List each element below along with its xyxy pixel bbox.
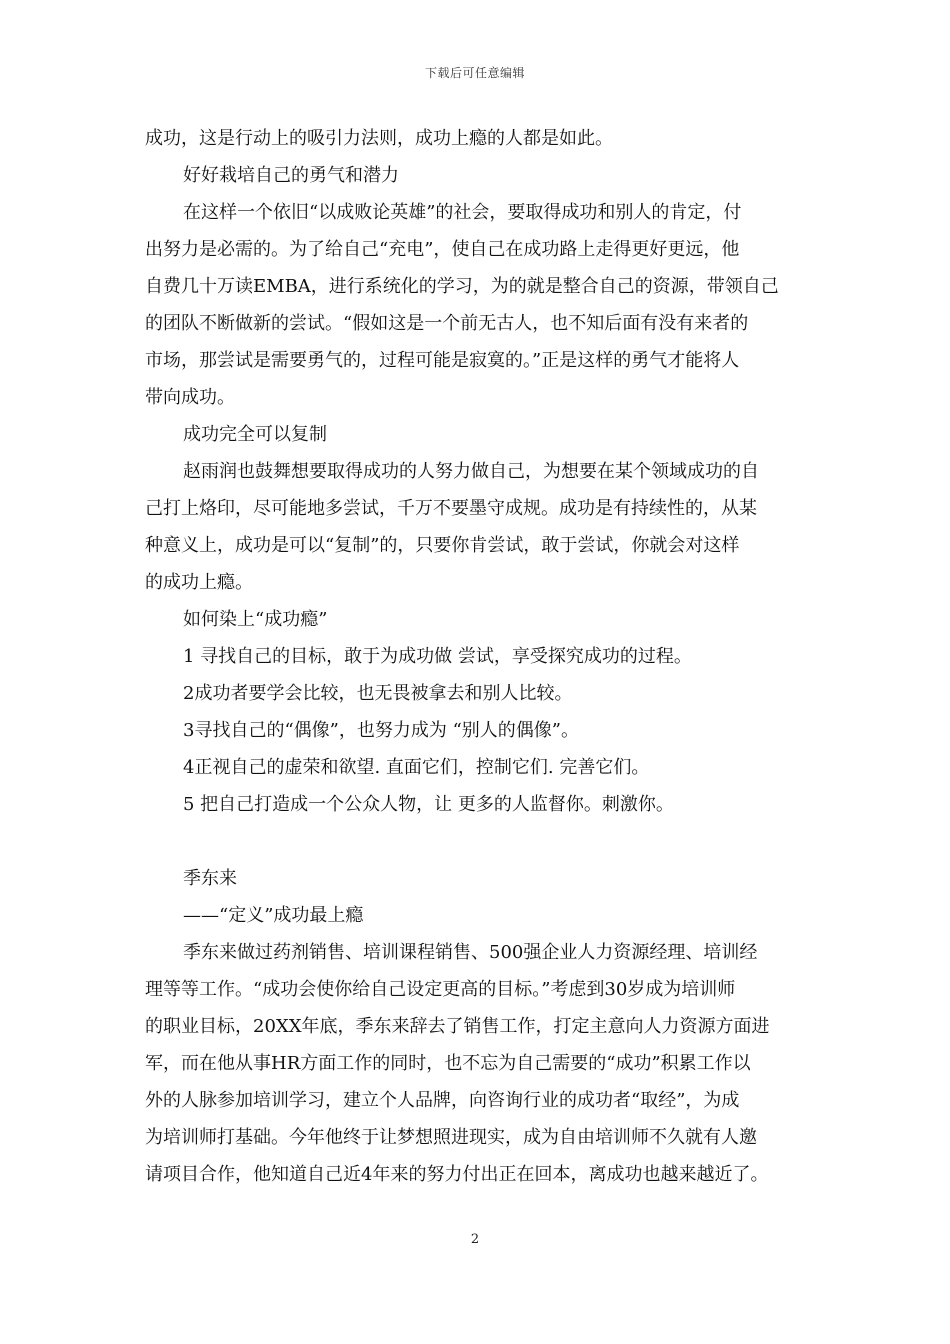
paragraph-line: 季东来做过药剂销售、培训课程销售、500强企业人力资源经理、培训经 <box>183 942 758 963</box>
page-header: 下载后可任意编辑 <box>424 66 525 80</box>
paragraph-line: 在这样一个依旧“以成败论英雄”的社会，要取得成功和别人的肯定，付 <box>183 202 742 223</box>
paragraph-line: 成功，这是行动上的吸引力法则，成功上瘾的人都是如此。 <box>145 128 613 149</box>
list-item: 1 寻找自己的目标，敢于为成功做 尝试，享受探究成功的过程。 <box>183 646 692 667</box>
paragraph-line: 带向成功。 <box>145 387 235 408</box>
paragraph-line: 的职业目标，20XX年底，季东来辞去了销售工作，打定主意向人力资源方面进 <box>145 1016 770 1037</box>
paragraph-line: 请项目合作，他知道自己近4年来的努力付出正在回本，离成功也越来越近了。 <box>145 1164 769 1185</box>
list-item: 3寻找自己的“偶像”，也努力成为 “别人的偶像”。 <box>183 720 579 741</box>
page-number: 2 <box>470 1232 480 1247</box>
paragraph-line: 种意义上，成功是可以“复制”的，只要你肯尝试，敢于尝试，你就会对这样 <box>145 535 740 556</box>
section-heading-courage: 好好栽培自己的勇气和潜力 <box>183 165 399 186</box>
section-heading-copy: 成功完全可以复制 <box>183 424 327 445</box>
paragraph-line: 赵雨润也鼓舞想要取得成功的人努力做自己，为想要在某个领域成功的自 <box>183 461 759 482</box>
paragraph-line: 为培训师打基础。今年他终于让梦想照进现实，成为自由培训师不久就有人邀 <box>145 1127 757 1148</box>
paragraph-line: 出努力是必需的。为了给自己“充电”，使自己在成功路上走得更好更远，他 <box>145 239 740 260</box>
list-item: 5 把自己打造成一个公众人物，让 更多的人监督你。刺激你。 <box>183 794 674 815</box>
section-subtitle: ——“定义”成功最上瘾 <box>183 905 364 926</box>
document-body <box>145 120 810 1193</box>
paragraph-line: 军，而在他从事HR方面工作的同时，也不忘为自己需要的“成功”积累工作以 <box>145 1053 751 1074</box>
person-name: 季东来 <box>183 868 237 889</box>
list-item: 2成功者要学会比较，也无畏被拿去和别人比较。 <box>183 683 573 704</box>
paragraph-line: 理等等工作。“成功会使你给自己设定更高的目标。”考虑到30岁成为培训师 <box>145 979 736 1000</box>
paragraph-line: 己打上烙印，尽可能地多尝试，千万不要墨守成规。成功是有持续性的，从某 <box>145 498 757 519</box>
section-heading-addiction: 如何染上“成功瘾” <box>183 609 328 630</box>
blank-line <box>145 823 810 860</box>
list-item: 4正视自己的虚荣和欲望. 直面它们，控制它们. 完善它们。 <box>183 757 650 778</box>
paragraph-line: 市场，那尝试是需要勇气的，过程可能是寂寞的。”正是这样的勇气才能将人 <box>145 350 740 371</box>
paragraph-line: 外的人脉参加培训学习，建立个人品牌，向咨询行业的成功者“取经”，为成 <box>145 1090 740 1111</box>
paragraph-line: 的成功上瘾。 <box>145 572 253 593</box>
paragraph-line: 的团队不断做新的尝试。“假如这是一个前无古人，也不知后面有没有来者的 <box>145 313 749 334</box>
paragraph-line: 自费几十万读EMBA，进行系统化的学习，为的就是整合自己的资源，带领自己 <box>145 276 779 297</box>
